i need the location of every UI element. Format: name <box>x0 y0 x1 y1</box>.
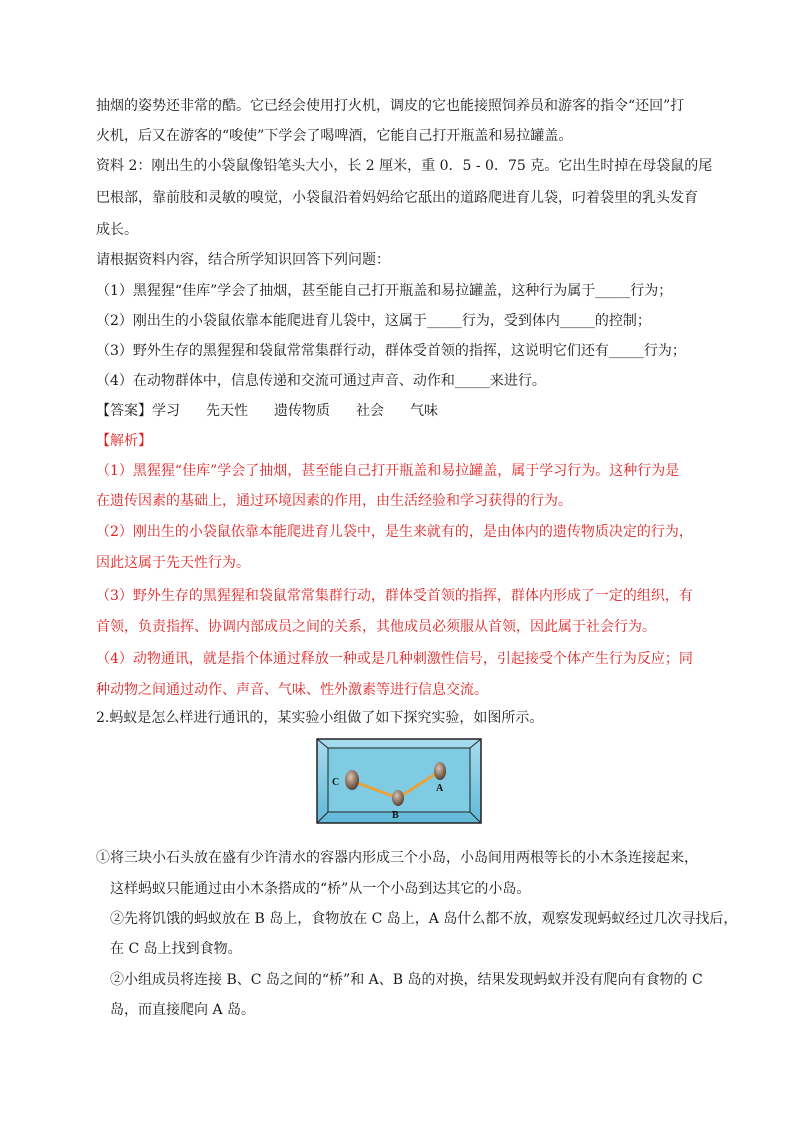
passage-line: 火机，后又在游客的“唆使”下学会了喝啤酒，它能自己打开瓶盖和易拉罐盖。 <box>96 128 573 144</box>
step-line: ②先将饥饿的蚂蚁放在 B 岛上，食物放在 C 岛上，A 岛什么都不放，观察发现蚂蚁经过几次寻找后， <box>110 911 738 927</box>
analysis-line: （2）刚出生的小袋鼠依靠本能爬进育儿袋中，是生来就有的，是由体内的遗传物质决定的行为， <box>96 524 693 540</box>
step-line: ①将三块小石头放在盛有少许清水的容器内形成三个小岛，小岛间用两根等长的小木条连接起来， <box>96 850 698 866</box>
stone-b <box>392 790 404 806</box>
analysis-line: 种动物之间通过动作、声音、气味、性外激素等进行信息交流。 <box>96 682 488 698</box>
analysis-line: 首领，负责指挥、协调内部成员之间的关系，其他成员必须服从首领，因此属于社会行为。 <box>96 619 656 635</box>
answer-label: 【答案】 <box>96 403 152 419</box>
question-item: （4）在动物群体中，信息传递和交流可通过声音、动作和_____来进行。 <box>96 373 546 389</box>
analysis-line: （3）野外生存的黑猩猩和袋鼠常常集群行动，群体受首领的指挥，群体内形成了一定的组织，有 <box>96 588 693 604</box>
answer-line <box>96 401 716 421</box>
analysis-label: 【解析】 <box>96 433 152 449</box>
question-prompt: 请根据资料内容，结合所学知识回答下列问题： <box>96 252 390 268</box>
answer-item: 气味 <box>410 403 438 419</box>
answer-item: 遗传物质 <box>274 403 330 419</box>
analysis-line: （4）动物通讯，就是指个体通过释放一种或是几种刺激性信号，引起接受个体产生行为反应；同 <box>96 651 693 667</box>
question-item: （3）野外生存的黑猩猩和袋鼠常常集群行动，群体受首领的指挥，这说明它们还有_____行为； <box>96 343 686 359</box>
passage-line: 资料 2：刚出生的小袋鼠像铅笔头大小，长 2 厘米，重 0．5 - 0．75 克。它出生时掉在母袋鼠的尾 <box>96 158 713 174</box>
ant-experiment-figure <box>316 738 482 824</box>
analysis-line: 因此这属于先天性行为。 <box>96 555 250 571</box>
label-a: A <box>436 783 444 794</box>
step-line: 在 C 岛上找到食物。 <box>110 941 242 957</box>
analysis-line: （1）黑猩猩“佳库”学会了抽烟，甚至能自己打开瓶盖和易拉罐盖，属于学习行为。这种行为是 <box>96 463 680 479</box>
question-item: （1）黑猩猩“佳库”学会了抽烟，甚至能自己打开瓶盖和易拉罐盖，这种行为属于_____行为； <box>96 283 673 299</box>
answer-item: 社会 <box>356 403 384 419</box>
stone-a <box>434 762 446 780</box>
step-line: 这样蚂蚁只能通过由小木条搭成的“桥”从一个小岛到达其它的小岛。 <box>110 881 531 897</box>
question-item: （2）刚出生的小袋鼠依靠本能爬进育儿袋中，这属于_____行为，受到体内_____的控制； <box>96 313 651 329</box>
step-line: 岛，而直接爬向 A 岛。 <box>110 1002 256 1018</box>
label-c: C <box>332 777 340 788</box>
passage-line: 成长。 <box>96 222 138 238</box>
answer-item: 先天性 <box>206 403 248 419</box>
stone-c <box>345 770 359 790</box>
label-b: B <box>392 810 399 821</box>
analysis-line: 在遗传因素的基础上，通过环境因素的作用，由生活经验和学习获得的行为。 <box>96 493 572 509</box>
passage-line: 巴根部，靠前肢和灵敏的嗅觉，小袋鼠沿着妈妈给它舐出的道路爬进育儿袋，叼着袋里的乳头发育 <box>96 190 698 206</box>
question2-intro: 2.蚂蚁是怎么样进行通讯的，某实验小组做了如下探究实验，如图所示。 <box>96 710 544 726</box>
answer-item: 学习 <box>152 403 180 419</box>
step-line: ②小组成员将连接 B、C 岛之间的“桥”和 A、B 岛的对换，结果发现蚂蚁并没有爬向有食物的 C <box>110 972 703 988</box>
passage-line: 抽烟的姿势还非常的酷。它已经会使用打火机，调皮的它也能接照饲养员和游客的指令“还回”打 <box>96 98 685 114</box>
